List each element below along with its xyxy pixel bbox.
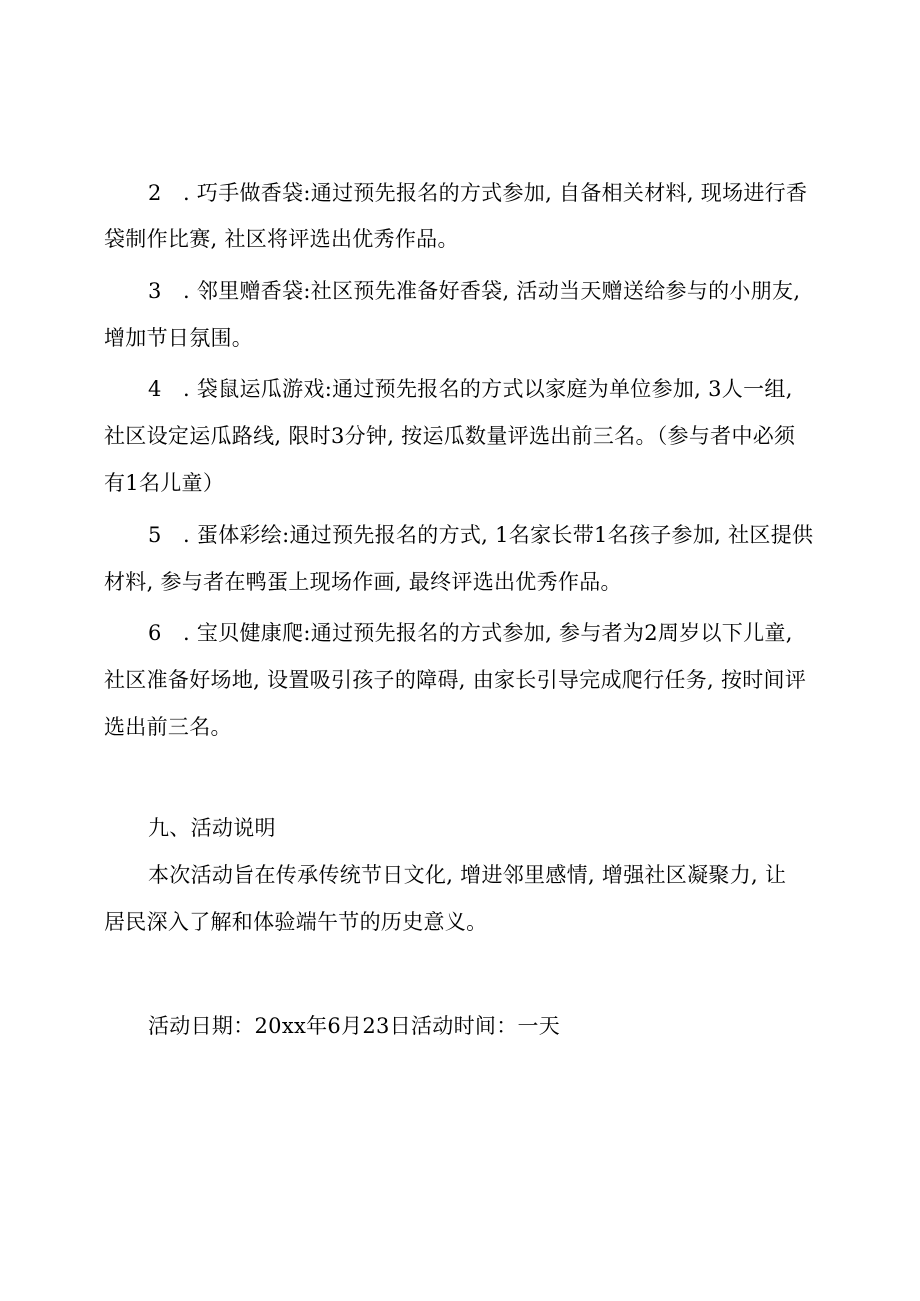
section-heading: 九、活动说明 (148, 816, 276, 840)
list-item-line: 社区设定运瓜路线, 限时3分钟, 按运瓜数量评选出前三名。（参与者中必须 (104, 424, 796, 448)
list-item-line: 材料, 参与者在鸭蛋上现场作画, 最终评选出优秀作品。 (104, 570, 622, 594)
section-paragraph-line: 本次活动旨在传承传统节日文化, 增进邻里感情, 增强社区凝聚力, 让 (148, 863, 787, 887)
list-item-line: 袋制作比赛, 社区将评选出优秀作品。 (104, 227, 459, 251)
list-item-line: 2 . 巧手做香袋:通过预先报名的方式参加, 自备相关材料, 现场进行香 (148, 181, 808, 205)
list-item-line: 社区准备好场地, 设置吸引孩子的障碍, 由家长引导完成爬行任务, 按时间评 (104, 668, 807, 692)
activity-date-line: 活动日期：20xx年6月23日活动时间：一天 (148, 1014, 561, 1038)
list-item-line: 增加节日氛围。 (104, 326, 254, 350)
list-item-line: 6 . 宝贝健康爬:通过预先报名的方式参加, 参与者为2周岁以下儿童, (148, 621, 793, 645)
list-item-line: 5 . 蛋体彩绘:通过预先报名的方式, 1名家长带1名孩子参加, 社区提供 (148, 523, 814, 547)
list-item-line: 有1名儿童） (104, 471, 225, 495)
list-item-line: 3 . 邻里赠香袋:社区预先准备好香袋, 活动当天赠送给参与的小朋友, (148, 279, 801, 303)
list-item-line: 4 . 袋鼠运瓜游戏:通过预先报名的方式以家庭为单位参加, 3人一组, (148, 377, 793, 401)
list-item-line: 选出前三名。 (104, 715, 232, 739)
section-paragraph-line: 居民深入了解和体验端午节的历史意义。 (104, 910, 488, 934)
